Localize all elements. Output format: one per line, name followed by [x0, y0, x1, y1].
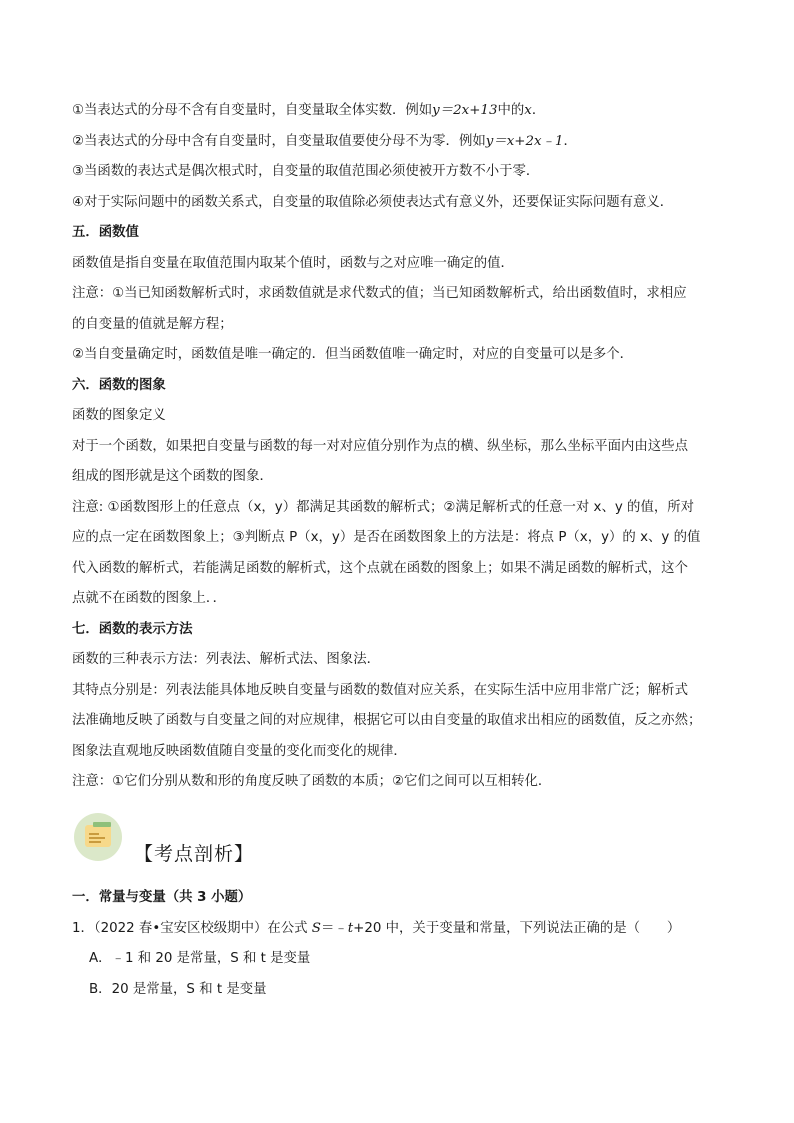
item-1-end: ．: [531, 103, 546, 118]
question-1-option-a[interactable]: A．﹣1 和 20 是常量，S 和 t 是变量: [89, 951, 311, 966]
item-1-tail: 中的: [497, 103, 525, 118]
section-5-para-1: 函数值是指自变量在取值范围内取某个值时，函数与之对应唯一确定的值．: [72, 255, 514, 271]
section-6-para-1b: 组成的图形就是这个函数的图象．: [72, 469, 273, 484]
section-6-subtitle: 函数的图象定义: [72, 408, 166, 423]
item-1: [72, 96, 728, 127]
item-1-math: y＝2x+13: [432, 103, 498, 118]
question-1-option-b[interactable]: B．20 是常量，S 和 t 是变量: [89, 981, 267, 997]
section-5-para-3: ②当自变量确定时，函数值是唯一确定的．但当函数值唯一确定时，对应的自变量可以是多个．: [72, 347, 634, 362]
item-4: ④对于实际问题中的函数关系式，自变量的取值除必须使表达式有意义外，还要保证实际问题有意义．: [72, 194, 674, 210]
analysis-banner: [74, 813, 394, 863]
question-1-stem-c: +20 中，关于变量和常量，下列说法正确的是（ ）: [353, 920, 681, 936]
section-5-para-2a: 注意：①当已知函数解析式时，求函数值就是求代数式的值；当已知函数解析式，给出函数值时，求相应: [72, 286, 687, 301]
banner-title: 【考点剖析】: [134, 843, 255, 865]
item-1-var: x: [524, 103, 532, 118]
question-1-var-s: S: [311, 920, 321, 936]
question-section: [72, 883, 728, 1005]
section-7-para-2c: 图象法直观地反映函数值随自变量的变化而变化的规律．: [72, 743, 407, 759]
item-3: ③当函数的表达式是偶次根式时，自变量的取值范围必须使被开方数不小于零．: [72, 164, 540, 179]
section-6-para-1a: 对于一个函数，如果把自变量与函数的每一对对应值分别作为点的横、纵坐标，那么坐标平面内由这些点: [72, 438, 688, 454]
item-1-text: ①当表达式的分母不含有自变量时，自变量取全体实数．例如: [72, 103, 433, 118]
item-2-end: ．: [563, 133, 577, 149]
section-7-para-2a: 其特点分别是：列表法能具体地反映自变量与函数的数值对应关系，在实际生活中应用非常广泛；解析式: [72, 682, 688, 698]
question-1-stem-a: 1．（2022 春•宝安区校级期中）在公式: [72, 920, 312, 936]
section-6-note-4: 点就不在函数的图象上．．: [72, 591, 226, 606]
document-body: [72, 96, 728, 798]
section-7-para-3: 注意：①它们分别从数和形的角度反映了函数的本质；②它们之间可以互相转化．: [72, 774, 552, 789]
section-6-note-2: 应的点一定在函数图象上；③判断点 P（x，y）是否在函数图象上的方法是：将点 P（x，y）的 x、y 的值: [72, 530, 701, 545]
notebook-icon: [74, 813, 122, 861]
question-1-stem: [72, 914, 728, 945]
item-2: [72, 127, 728, 158]
question-1-var-t: t: [347, 920, 354, 936]
part-1-title: 一．常量与变量（共 3 小题）: [72, 890, 252, 905]
section-5-title: 五．函数值: [72, 225, 139, 240]
section-6-title: 六．函数的图象: [72, 377, 166, 393]
item-2-text: ②当表达式的分母中含有自变量时，自变量取值要使分母不为零．例如: [72, 133, 486, 149]
section-6-note-1: 注意: ①函数图形上的任意点（x，y）都满足其函数的解析式；②满足解析式的任意一对 x、y 的值，所对: [72, 499, 695, 515]
section-7-title: 七．函数的表示方法: [72, 621, 193, 637]
section-6-note-3: 代入函数的解析式，若能满足函数的解析式，这个点就在函数的图象上；如果不满足函数的解析式，这个: [72, 560, 688, 576]
section-5-para-2b: 的自变量的值就是解方程；: [72, 316, 233, 332]
question-1-stem-b: ＝﹣: [320, 920, 348, 936]
section-7-para-1: 函数的三种表示方法：列表法、解析式法、图象法．: [72, 652, 380, 667]
section-7-para-2b: 法准确地反映了函数与自变量之间的对应规律，根据它可以由自变量的取值求出相应的函数值，反之亦然；: [72, 713, 702, 728]
item-2-math: y＝x+2x﹣1: [485, 133, 564, 149]
